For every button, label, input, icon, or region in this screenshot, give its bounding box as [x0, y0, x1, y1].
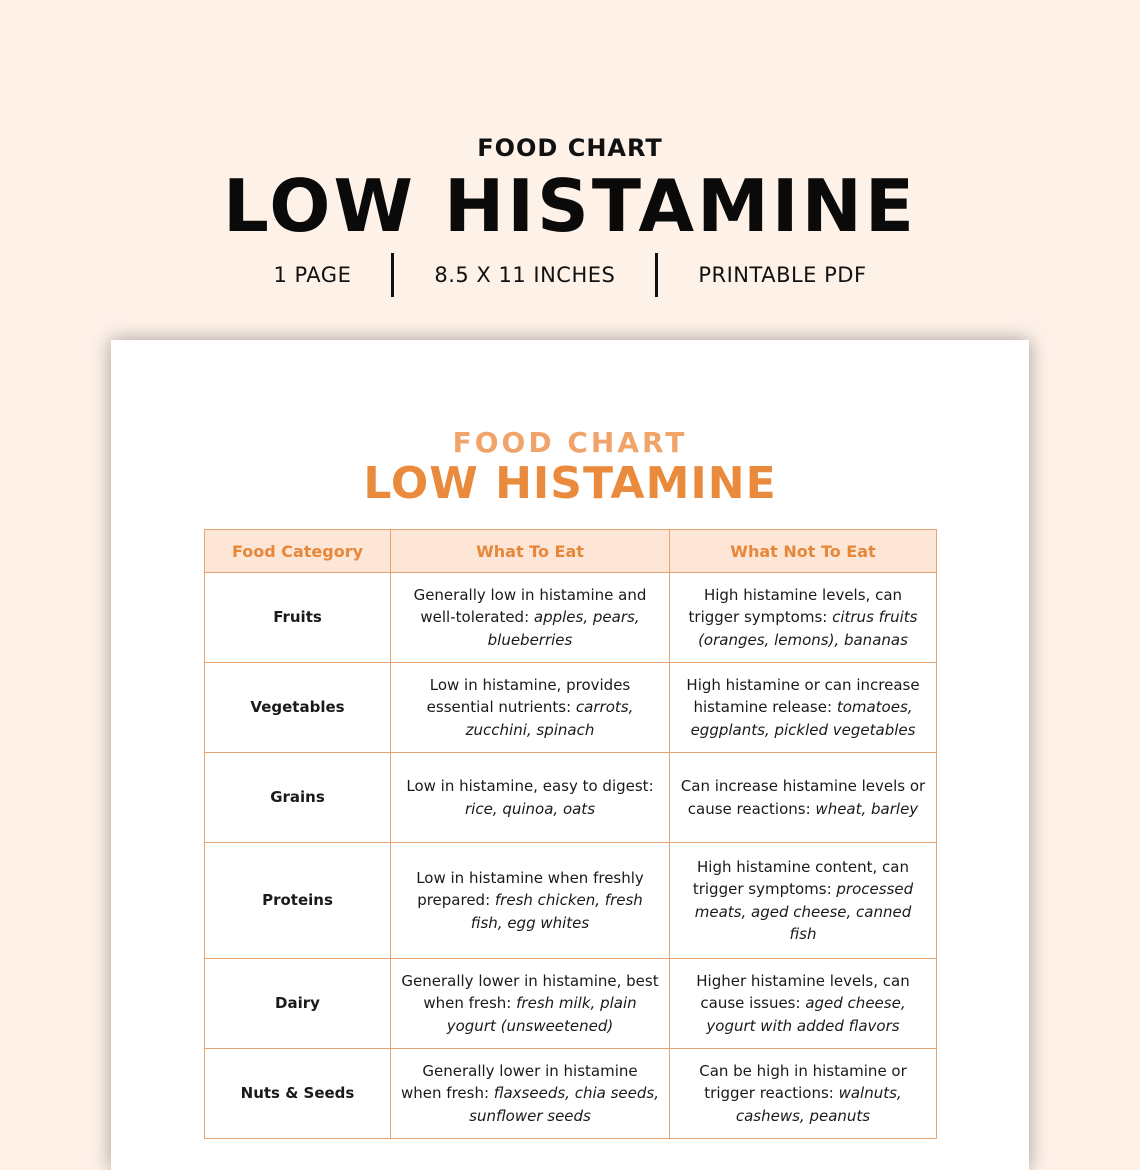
avoid-cell: [670, 573, 937, 663]
avoid-examples: tomatoes, eggplants, pickled vegetables: [690, 698, 916, 739]
avoid-cell: [670, 959, 937, 1049]
meta-pages: 1 PAGE: [273, 263, 352, 287]
avoid-text: High histamine levels, can trigger symptoms:: [688, 585, 903, 627]
eat-examples: apples, pears, blueberries: [487, 608, 640, 649]
avoid-cell: [670, 753, 937, 843]
avoid-examples: aged cheese, yogurt with added flavors: [706, 994, 906, 1035]
header-what-not-to-eat: What Not To Eat: [670, 530, 937, 573]
category-cell: Grains: [205, 753, 391, 843]
eat-cell: [391, 959, 670, 1049]
eat-examples: rice, quinoa, oats: [464, 799, 596, 818]
avoid-text: Higher histamine levels, can cause issues:: [696, 971, 910, 1013]
avoid-cell: [670, 843, 937, 959]
meta-size: 8.5 X 11 INCHES: [434, 263, 616, 287]
table-row: [205, 1049, 937, 1139]
eat-cell: [391, 843, 670, 959]
table-row: [205, 959, 937, 1049]
eat-text: Generally low in histamine and well-tolerated:: [413, 585, 647, 627]
category-cell: Fruits: [205, 573, 391, 663]
avoid-text: Can be high in histamine or trigger reactions:: [699, 1061, 907, 1103]
category-cell: Nuts & Seeds: [205, 1049, 391, 1139]
header-title: LOW HISTAMINE: [222, 164, 918, 248]
avoid-examples: citrus fruits (oranges, lemons), bananas: [698, 608, 918, 649]
category-cell: Proteins: [205, 843, 391, 959]
chart-sheet-preview: [111, 340, 1029, 1170]
avoid-text: Can increase histamine levels or cause reactions:: [680, 777, 926, 818]
avoid-cell: [670, 663, 937, 753]
table-row: [205, 573, 937, 663]
avoid-text: High histamine content, can trigger symptoms:: [692, 857, 909, 898]
eat-text: Generally lower in histamine, best when fresh:: [401, 971, 659, 1013]
eat-examples: fresh milk, plain yogurt (unsweetened): [446, 994, 637, 1035]
eat-examples: flaxseeds, chia seeds, sunflower seeds: [469, 1084, 659, 1125]
meta-divider: [655, 253, 658, 297]
table-row: [205, 753, 937, 843]
sheet-kicker: FOOD CHART: [452, 426, 688, 459]
eat-text: Low in histamine, provides essential nutrients:: [426, 675, 631, 717]
avoid-examples: walnuts, cashews, peanuts: [735, 1084, 902, 1125]
table-header-row: [205, 530, 937, 573]
eat-examples: carrots, zucchini, spinach: [465, 698, 634, 739]
header-what-to-eat: What To Eat: [391, 530, 670, 573]
eat-text: Generally lower in histamine when fresh:: [401, 1061, 638, 1103]
food-chart-table: [204, 529, 937, 1139]
eat-cell: [391, 663, 670, 753]
eat-examples: fresh chicken, fresh fish, egg whites: [470, 891, 643, 932]
eat-text: Low in histamine, easy to digest:: [406, 777, 654, 795]
header-food-category: Food Category: [205, 530, 391, 573]
category-cell: Dairy: [205, 959, 391, 1049]
sheet-title: LOW HISTAMINE: [363, 458, 777, 509]
avoid-examples: processed meats, aged cheese, canned fish: [694, 880, 914, 943]
avoid-cell: [670, 1049, 937, 1139]
table-row: [205, 843, 937, 959]
header-kicker: FOOD CHART: [477, 134, 663, 162]
avoid-text: High histamine or can increase histamine release:: [686, 675, 920, 717]
table-row: [205, 663, 937, 753]
eat-cell: [391, 1049, 670, 1139]
meta-format: PRINTABLE PDF: [698, 263, 867, 287]
eat-cell: [391, 573, 670, 663]
eat-cell: [391, 753, 670, 843]
category-cell: Vegetables: [205, 663, 391, 753]
meta-row: [0, 252, 1140, 298]
meta-divider: [391, 253, 394, 297]
eat-text: Low in histamine when freshly prepared:: [416, 868, 644, 910]
avoid-examples: wheat, barley: [815, 799, 919, 818]
